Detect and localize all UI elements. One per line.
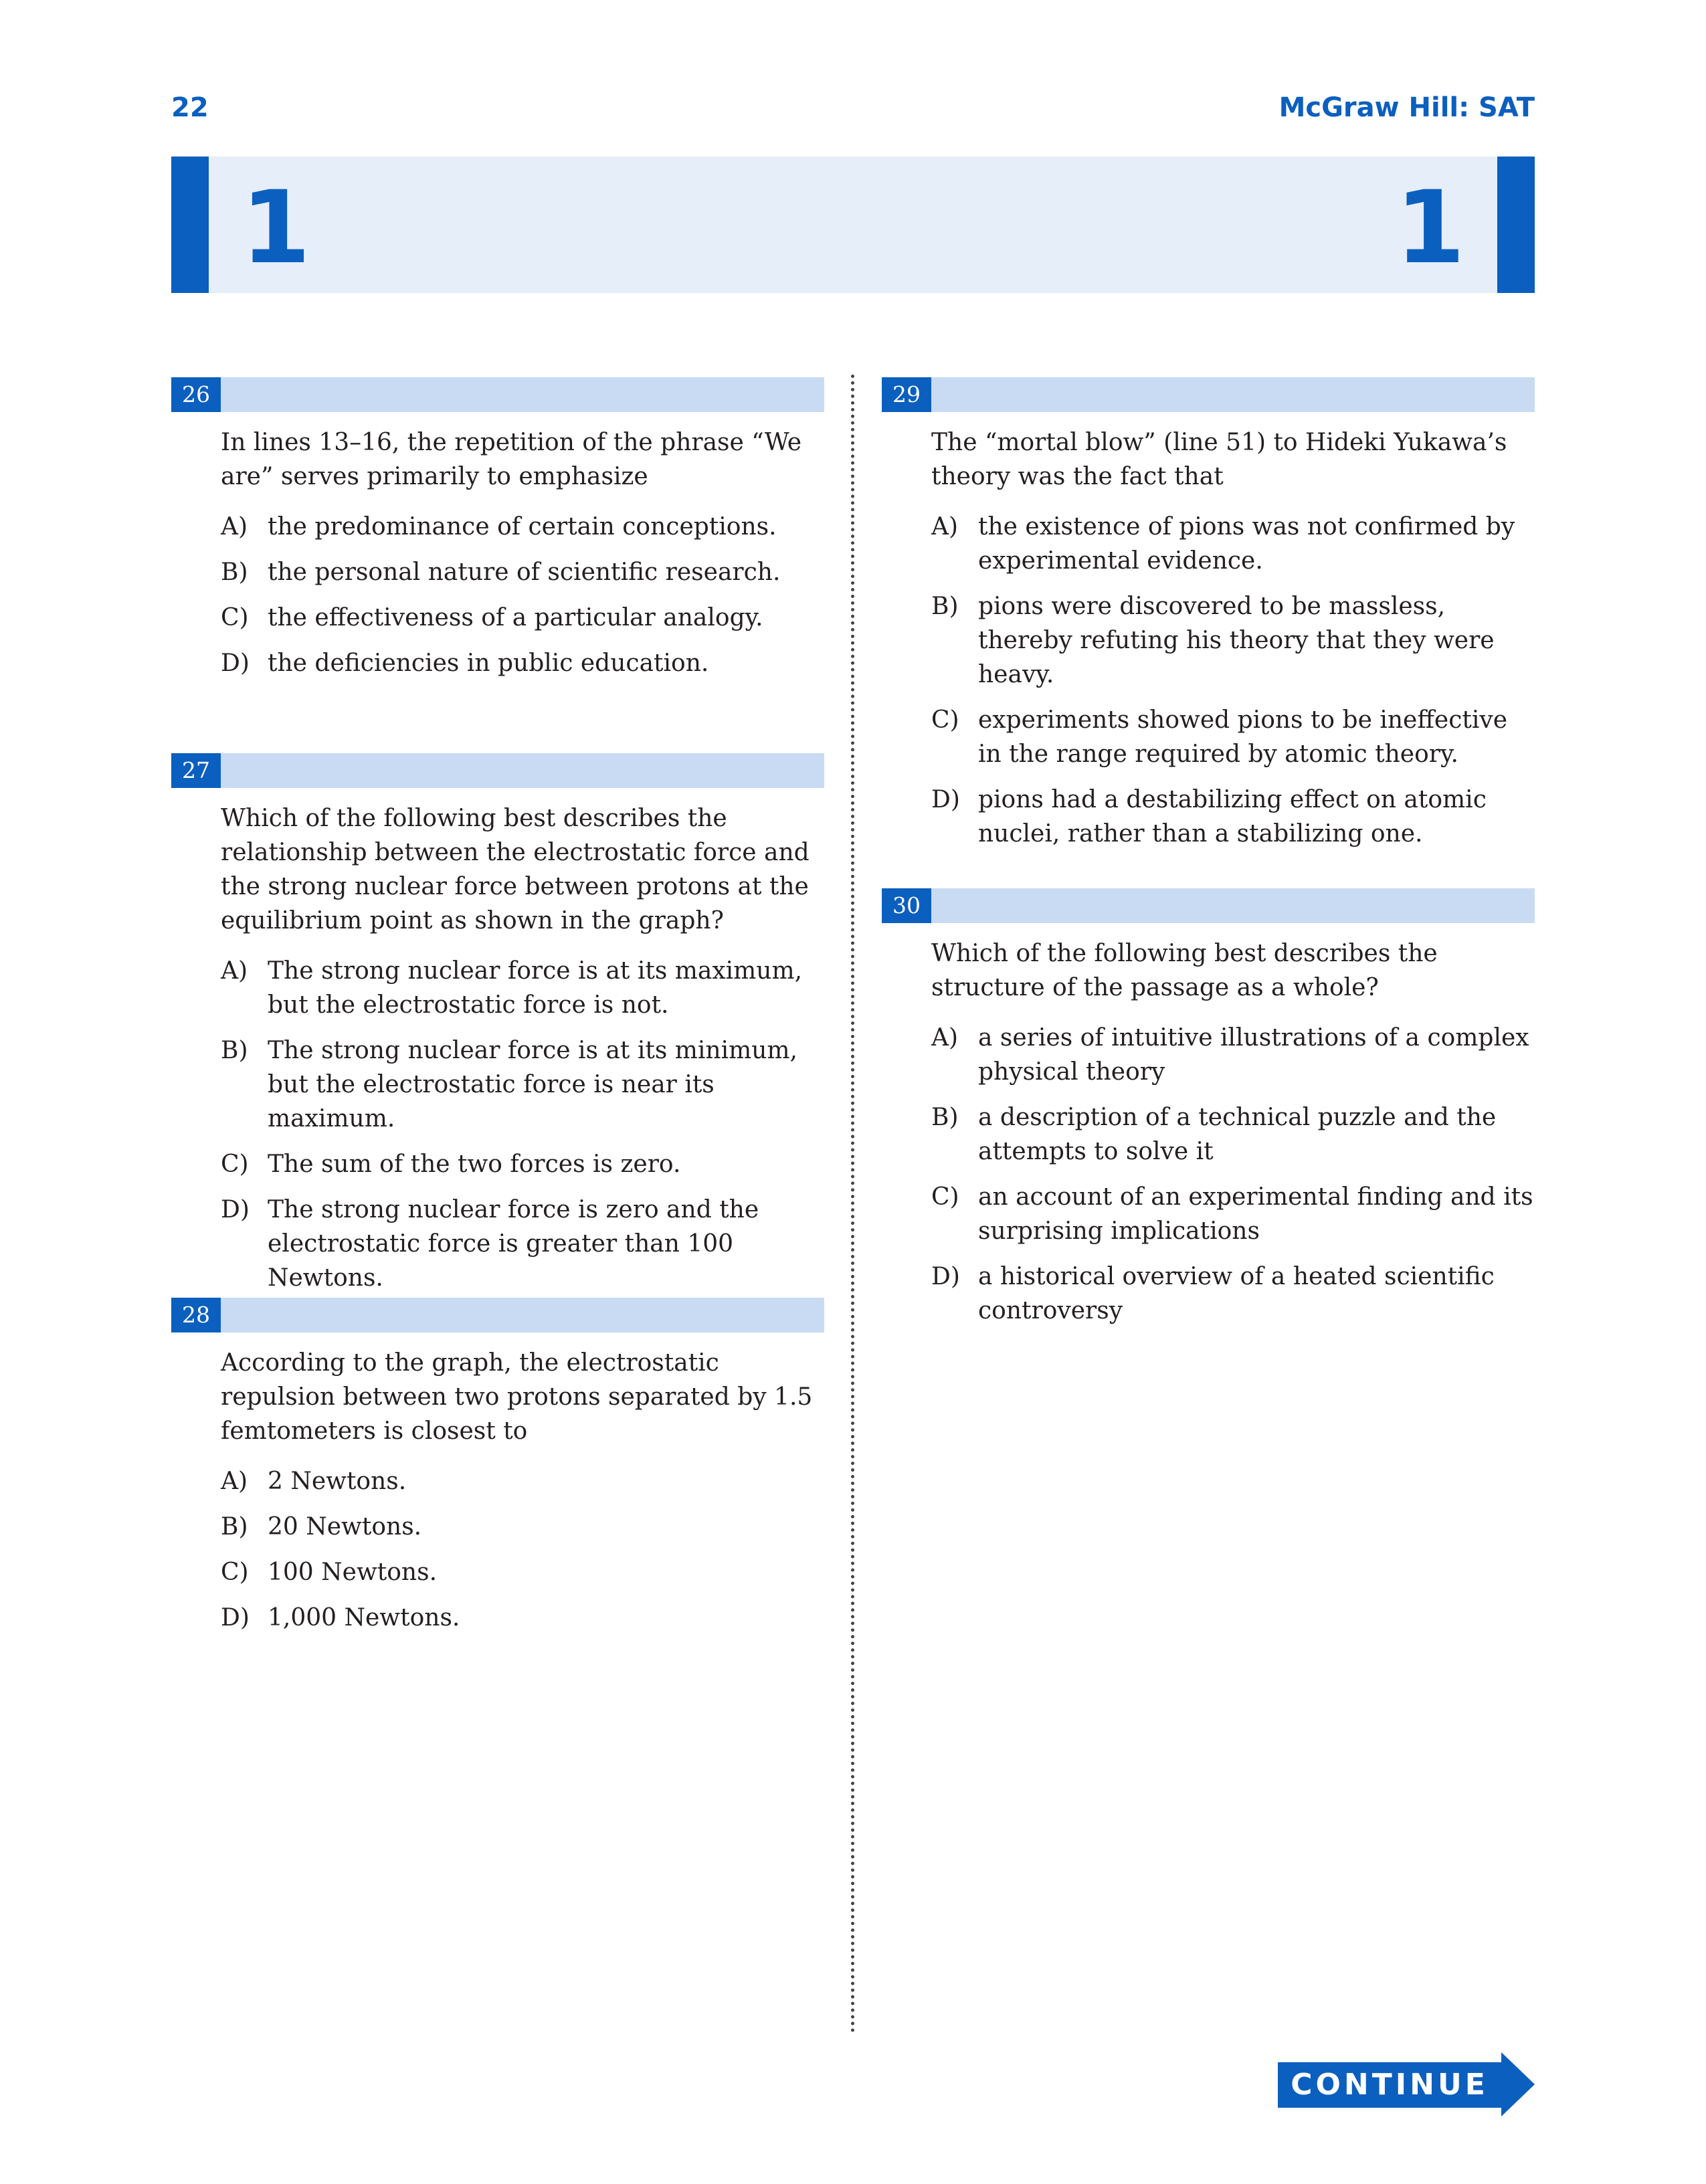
- continue-button[interactable]: [1278, 2052, 1535, 2116]
- answer-choice-d[interactable]: [931, 1260, 1535, 1328]
- answer-choices: [931, 1021, 1535, 1328]
- choice-text: pions had a destabilizing effect on atomic nuclei, rather than a stabilizing one.: [978, 786, 1487, 848]
- choice-text: 2 Newtons.: [268, 1468, 407, 1495]
- choice-letter: B): [221, 559, 248, 586]
- book-title: McGraw Hill: SAT: [1278, 92, 1535, 123]
- question-stem: Which of the following best describes the relationship between the electrostatic force and the strong nuclear force between protons at the equilibrium point as shown in the graph?: [221, 805, 810, 934]
- choice-letter: C): [931, 1183, 959, 1211]
- choice-text: The sum of the two forces is zero.: [268, 1151, 681, 1178]
- choice-letter: B): [221, 1513, 248, 1541]
- choice-letter: A): [221, 513, 248, 540]
- choice-letter: C): [931, 706, 959, 734]
- question-stem: The “mortal blow” (line 51) to Hideki Yukawa’s theory was the fact that: [931, 429, 1507, 490]
- choice-text: 100 Newtons.: [268, 1559, 438, 1586]
- answer-choice-b[interactable]: [221, 1510, 824, 1544]
- answer-choice-c[interactable]: [931, 703, 1535, 771]
- question-29: [882, 377, 1535, 862]
- choice-letter: D): [221, 1196, 250, 1223]
- arrow-right-icon: [1501, 2052, 1535, 2116]
- answer-choice-b[interactable]: [931, 1100, 1535, 1169]
- answer-choices: [221, 954, 824, 1295]
- answer-choice-b[interactable]: [931, 589, 1535, 692]
- choice-text: an account of an experimental finding and its surprising implications: [978, 1183, 1533, 1245]
- answer-choice-d[interactable]: [931, 783, 1535, 851]
- choice-text: a historical overview of a heated scientific controversy: [978, 1263, 1495, 1324]
- choice-text: pions were discovered to be massless, thereby refuting his theory that they were heavy.: [978, 593, 1495, 688]
- question-stem: In lines 13–16, the repetition of the phrase “We are” serves primarily to emphasize: [221, 429, 802, 490]
- choice-letter: D): [221, 650, 250, 677]
- choice-text: the effectiveness of a particular analogy.: [268, 604, 763, 631]
- question-header: [882, 888, 1535, 923]
- question-number: 29: [882, 377, 931, 412]
- question-27: [171, 753, 824, 1306]
- section-number-left: 1: [241, 170, 311, 286]
- question-number: 30: [882, 888, 931, 923]
- answer-choice-a[interactable]: [931, 1021, 1535, 1089]
- answer-choice-a[interactable]: [221, 1464, 824, 1498]
- question-number: 28: [171, 1298, 221, 1332]
- choice-letter: A): [931, 513, 959, 540]
- banner-right-bar: [1497, 157, 1535, 293]
- answer-choice-b[interactable]: [221, 1033, 824, 1136]
- question-header: [882, 377, 1535, 412]
- choice-letter: B): [221, 1037, 248, 1064]
- answer-choice-c[interactable]: [931, 1180, 1535, 1248]
- choice-letter: B): [931, 593, 959, 620]
- choice-text: The strong nuclear force is zero and the electrostatic force is greater than 100 Newtons.: [268, 1196, 759, 1292]
- question-header: [171, 753, 824, 788]
- question-header: [171, 1298, 824, 1332]
- answer-choices: [931, 510, 1535, 851]
- answer-choices: [221, 510, 824, 680]
- question-stem: Which of the following best describes the structure of the passage as a whole?: [931, 940, 1438, 1001]
- choice-text: 1,000 Newtons.: [268, 1604, 460, 1631]
- answer-choice-c[interactable]: [221, 601, 824, 635]
- continue-label: CONTINUE: [1291, 2068, 1489, 2102]
- choice-text: a description of a technical puzzle and the attempts to solve it: [978, 1104, 1497, 1165]
- choice-text: the predominance of certain conceptions.: [268, 513, 777, 540]
- choice-letter: A): [931, 1024, 959, 1052]
- choice-letter: B): [931, 1104, 959, 1131]
- choice-text: 20 Newtons.: [268, 1513, 422, 1541]
- question-30: [882, 888, 1535, 1339]
- question-28: [171, 1298, 824, 1646]
- choice-letter: C): [221, 604, 249, 631]
- question-number: 27: [171, 753, 221, 788]
- section-number-right: 1: [1395, 170, 1465, 286]
- section-banner: [171, 157, 1535, 293]
- choice-text: a series of intuitive illustrations of a complex physical theory: [978, 1024, 1529, 1086]
- page-number: 22: [171, 92, 209, 123]
- question-stem: According to the graph, the electrostatic repulsion between two protons separated by 1.5 femtometers is closest to: [221, 1349, 813, 1445]
- question-26: [171, 377, 824, 692]
- question-number: 26: [171, 377, 221, 412]
- choice-text: The strong nuclear force is at its minimum, but the electrostatic force is near its maximum.: [268, 1037, 797, 1132]
- choice-text: The strong nuclear force is at its maximum, but the electrostatic force is not.: [268, 957, 803, 1019]
- choice-text: experiments showed pions to be ineffective in the range required by atomic theory.: [978, 706, 1508, 768]
- banner-left-bar: [171, 157, 209, 293]
- question-header: [171, 377, 824, 412]
- answer-choice-a[interactable]: [221, 954, 824, 1022]
- answer-choice-b[interactable]: [221, 555, 824, 589]
- column-divider: [851, 375, 854, 2033]
- answer-choice-c[interactable]: [221, 1555, 824, 1589]
- choice-text: the personal nature of scientific research.: [268, 559, 781, 586]
- answer-choice-a[interactable]: [221, 510, 824, 544]
- choice-letter: D): [221, 1604, 250, 1631]
- answer-choice-c[interactable]: [221, 1147, 824, 1181]
- answer-choice-d[interactable]: [221, 1193, 824, 1295]
- answer-choice-d[interactable]: [221, 1601, 824, 1635]
- choice-letter: A): [221, 1468, 248, 1495]
- choice-letter: C): [221, 1151, 249, 1178]
- answer-choice-d[interactable]: [221, 646, 824, 680]
- answer-choice-a[interactable]: [931, 510, 1535, 578]
- choice-letter: D): [931, 1263, 960, 1290]
- choice-letter: A): [221, 957, 248, 985]
- choice-text: the existence of pions was not confirmed by experimental evidence.: [978, 513, 1515, 575]
- choice-letter: D): [931, 786, 960, 813]
- choice-text: the deficiencies in public education.: [268, 650, 709, 677]
- choice-letter: C): [221, 1559, 249, 1586]
- answer-choices: [221, 1464, 824, 1635]
